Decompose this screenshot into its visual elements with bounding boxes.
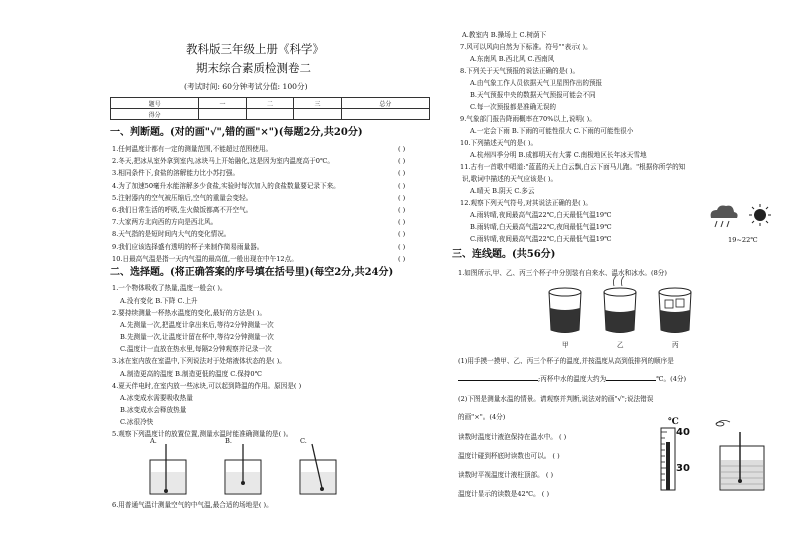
choice-line: A.教室内 B.操场上 C.树荫下 xyxy=(462,31,547,39)
score-cell[interactable] xyxy=(246,109,294,120)
score-cell: 二 xyxy=(246,98,294,109)
temperature-answer-blank[interactable] xyxy=(606,380,656,381)
measuring-beaker xyxy=(712,418,782,498)
score-table-row xyxy=(111,98,430,109)
choice-line: C.每一次预报都是准确无误的 xyxy=(470,103,557,111)
choice-line: A.东南风 B.西北风 C.西南风 xyxy=(470,55,555,63)
choice-line: 1.一个物体吸收了热量,温度一般会( )。 xyxy=(112,284,227,292)
judgment-item: 7.大家两方北向西的方向是西北风。 xyxy=(112,218,218,227)
choice-line: A.雨转晴,夜间最高气温22℃,白天最低气温19℃ xyxy=(470,211,612,219)
section3-heading: 三、连线题。(共56分) xyxy=(452,249,556,260)
choice-line: C.温度计一直放在热水里,每隔2分钟观察并记录一次 xyxy=(120,345,272,353)
beaker-diagrams xyxy=(140,437,360,500)
thermometer-mark-30: 30 xyxy=(676,463,690,474)
weather-symbol xyxy=(705,200,785,240)
judgment-item: 2.冬天,把冰从室外拿到室内,冰块马上开始融化,这是因为室内温度高于0℃。 xyxy=(112,157,334,166)
cup-label-yi: 乙 xyxy=(617,341,624,349)
answer-paren[interactable]: ( ) xyxy=(398,206,406,214)
choice-line: 7.风可以风向自然为下标准。符号""表示( )。 xyxy=(460,43,592,51)
answer-paren[interactable]: ( ) xyxy=(398,254,406,263)
score-cell[interactable] xyxy=(294,109,342,120)
judge-statement: 读数时温度计液泡保持在温水中。 ( ) xyxy=(458,433,567,441)
score-table xyxy=(110,97,430,120)
choice-line: 10.下列描述天气的是( )。 xyxy=(460,139,538,147)
judgment-item: 8.天气指的是短时间内大气的变化情况。 xyxy=(112,230,231,239)
order-answer-blank[interactable] xyxy=(458,380,538,381)
sub1-text-b: ;丙杯中水的温度大约为 xyxy=(538,375,607,383)
beaker-label-b: B. xyxy=(225,437,232,445)
judgment-item: 6.我们日常生活的呼吸,生火做饭都离不开空气。 xyxy=(112,206,253,214)
answer-paren[interactable]: ( ) xyxy=(398,157,406,166)
choice-line: A.晴天 B.阴天 C.多云 xyxy=(470,187,535,195)
thermometer-mark-40: 40 xyxy=(676,427,690,438)
beaker-b xyxy=(225,444,261,494)
cup-bing xyxy=(659,288,691,333)
choice-line: B.雨转晴,白天最高气温22℃,夜间最低气温19℃ xyxy=(470,223,612,231)
three-cups-diagram xyxy=(540,282,720,342)
choice-line: 3.冰在室内放在室温中,下列说法对于处熔液体状态的是( )。 xyxy=(112,357,286,365)
judge-statement: 读数时平视温度计液柱顶部。 ( ) xyxy=(458,471,554,479)
judgment-item: 9.我们应该选择盛有透明的杯子来制作简易雨量器。 xyxy=(112,242,264,251)
choice-line: A.没有变化 B.下降 C.上升 xyxy=(120,297,198,305)
choice-line: 11.古有一首歌中唱道:"蓝蓝的天上白云飘,白云下面马儿跑。"根据你所学的知 xyxy=(460,163,686,171)
sun-icon xyxy=(749,204,771,226)
cup-label-bing: 丙 xyxy=(672,341,679,349)
choice-line: A.杭州四季分明 B.成都明天有大雾 C.南极地区长年冰天雪地 xyxy=(470,151,647,159)
choice-line: 2.要持续测量一杯热水温度的变化,最好的方法是( )。 xyxy=(112,309,267,317)
beaker-a xyxy=(150,444,186,494)
weather-temp: 19~22℃ xyxy=(728,236,758,244)
answer-paren[interactable]: ( ) xyxy=(398,169,406,178)
choice-line: B.先测量一次,让温度计留在杯中,等待2分钟测量一次 xyxy=(120,333,274,341)
choice-line: B.冰变成水会释放热量 xyxy=(120,406,187,414)
cup-label-jia: 甲 xyxy=(562,341,569,349)
exam-title: 教科版三年级上册《科学》 xyxy=(186,42,324,56)
exam-info: (考试时间: 60分钟考试分值: 100分) xyxy=(184,82,308,91)
choice-line: 9.气象部门报告降雨概率在70%以上,说明( )。 xyxy=(460,115,596,123)
beaker-label-a: A. xyxy=(150,437,157,445)
choice-line: 12.观察下列天气符号,对其说法正确的是( )。 xyxy=(460,199,592,207)
answer-paren[interactable]: ( ) xyxy=(398,230,406,239)
section3-sub1-line2 xyxy=(458,376,686,383)
answer-paren[interactable]: ( ) xyxy=(398,242,406,251)
score-cell: 总分 xyxy=(341,98,429,109)
rain-cloud-icon xyxy=(711,206,738,228)
section3-sub2-line2: 的画"×"。(4分) xyxy=(458,413,506,421)
choice-line: A.一定会下雨 B.下雨的可能性很大 C.下雨的可能性很小 xyxy=(470,127,634,135)
choice-line: A.制造更高的温度 B.制造更低的温度 C.保持0℃ xyxy=(120,370,262,378)
choice-line: 识,歌词中描述的天气应该是( )。 xyxy=(462,175,558,183)
choice-line: 6.用普通气温计测量空气的中气温,最合适的场地是( )。 xyxy=(112,501,273,509)
judgment-item: 10.日最高气温是指一天内气温的最高值,一般出现在中午12点。 xyxy=(112,254,298,263)
score-cell: 得分 xyxy=(111,109,199,120)
judgment-item: 4.为了加速50毫升水能溶解多少食盐,实验时每次加入的食盐数量要记录下来。 xyxy=(112,181,340,190)
thermometer-unit: ℃ xyxy=(668,417,679,427)
judgment-item: 5.注射器内的空气被压缩后,空气的重量会变轻。 xyxy=(112,193,253,202)
answer-paren[interactable]: ( ) xyxy=(398,181,406,190)
cup-yi xyxy=(604,276,636,333)
choice-line: 4.夏天伴电时,在室内放一些冰块,可以起到降温的作用。原因是( ) xyxy=(112,382,302,390)
section3-sub2-line1: (2)下图是测量水温的情景。请观察并判断,说法对的画"√";说法错误 xyxy=(458,395,654,403)
choice-line: A.由气象工作人员依据天气卫星图作出的预报 xyxy=(470,79,603,87)
judgment-item: 3.相同条件下,食盐的溶解能力比小苏打强。 xyxy=(112,169,240,178)
score-cell[interactable] xyxy=(199,109,247,120)
judgment-item: 1.任何温度计都有一定的测量范围,不能超过范围使用。 xyxy=(112,145,273,153)
score-cell: 题号 xyxy=(111,98,199,109)
beaker-label-c: C. xyxy=(300,437,307,445)
score-cell[interactable] xyxy=(341,109,429,120)
section3-sub1-line1: (1)用手摸一摸甲、乙、丙三个杯子的温度,并按温度从高到低排列的顺序是 xyxy=(458,357,674,365)
cup-jia xyxy=(549,288,581,333)
score-cell: 一 xyxy=(199,98,247,109)
choice-line: C.雨转晴,夜间最高气温22℃,白天最低气温19℃ xyxy=(470,235,612,243)
score-cell: 三 xyxy=(294,98,342,109)
section3-q1: 1.如图所示,甲、乙、丙三个杯子中分别装有自来水、温水和冰水。(8分) xyxy=(458,269,667,277)
choice-line: 5.观察下列温度计的放置位置,测量水温时能准确测量的是( )。 xyxy=(112,430,293,438)
exam-subtitle: 期末综合素质检测卷二 xyxy=(196,61,311,75)
choice-line: A.冰变成水需要吸收热量 xyxy=(120,394,193,402)
answer-paren[interactable]: ( ) xyxy=(398,218,406,227)
answer-paren[interactable]: ( ) xyxy=(398,193,406,202)
choice-line: C.冰很冷快 xyxy=(120,418,154,426)
judge-statement: 温度计碰到杯底时读数也可以。 ( ) xyxy=(458,452,560,460)
section1-heading: 一、判断题。(对的画"√",错的画"×")(每题2分,共20分) xyxy=(110,127,363,138)
beaker-c xyxy=(300,444,336,494)
choice-line: B.天气预报中央的数据天气预报可能会不同 xyxy=(470,91,596,99)
sub1-text-c: ℃。(4分) xyxy=(656,375,687,383)
choice-line: A.先测量一次,把温度计拿出来后,等待2分钟测量一次 xyxy=(120,321,274,329)
choice-line: 8.下列关于天气预报的说法正确的是( )。 xyxy=(460,67,580,75)
judge-statement: 温度计显示的读数是42℃。 ( ) xyxy=(458,490,550,498)
section2-heading: 二、选择题。(将正确答案的序号填在括号里)(每空2分,共24分) xyxy=(110,267,394,278)
score-table-row xyxy=(111,109,430,120)
answer-paren[interactable]: ( ) xyxy=(398,145,406,153)
